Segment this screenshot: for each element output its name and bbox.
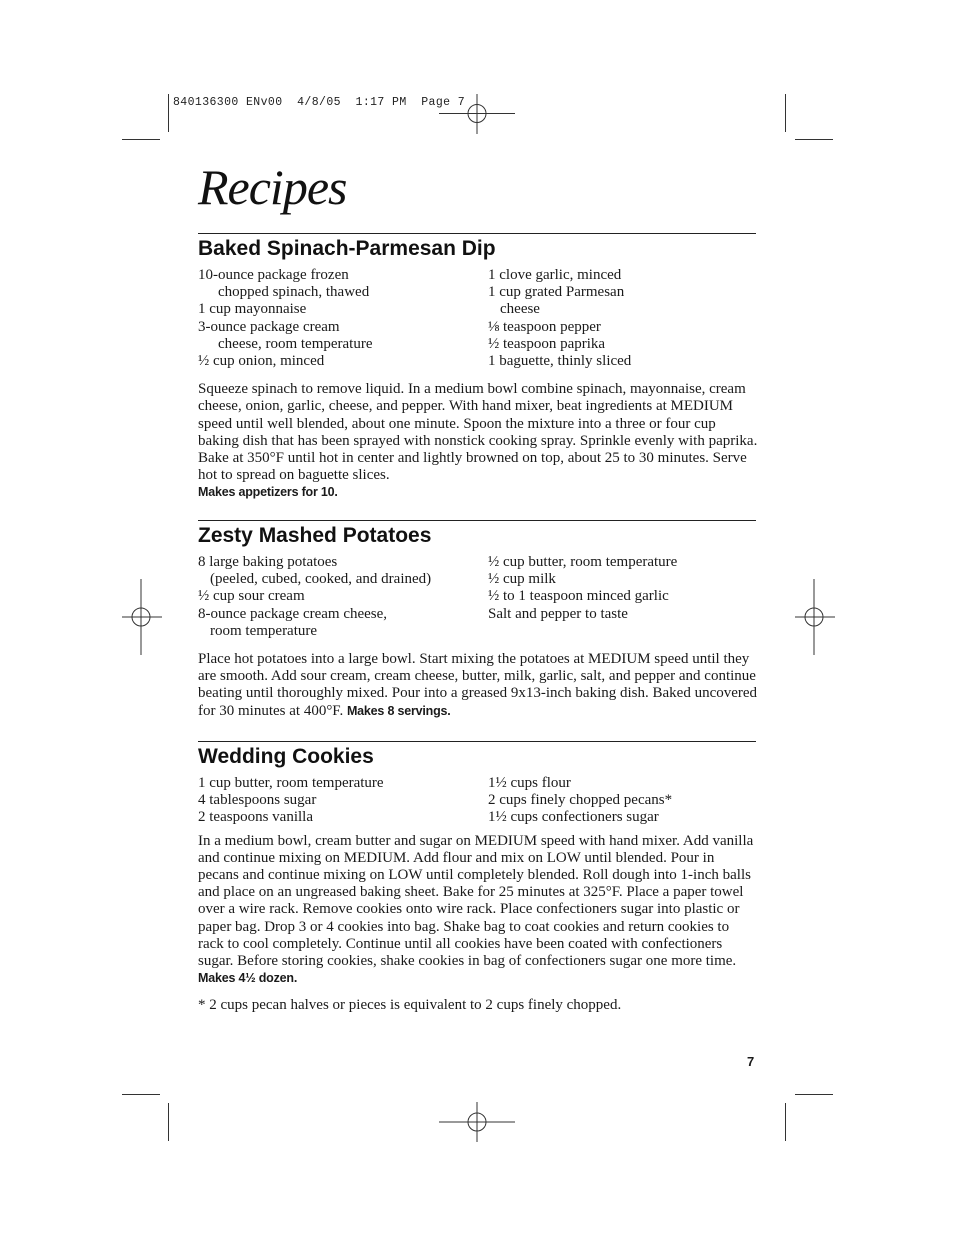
section-divider <box>198 520 756 521</box>
recipe-title: Wedding Cookies <box>198 745 374 768</box>
recipe-title: Zesty Mashed Potatoes <box>198 524 432 547</box>
ingredient: room temperature <box>210 622 318 639</box>
ingredient: 1 cup butter, room temperature <box>198 775 384 791</box>
recipe-title: Baked Spinach-Parmesan Dip <box>198 237 496 260</box>
ingredient: cheese <box>500 301 540 318</box>
ingredient: ½ cup sour cream <box>198 588 305 605</box>
recipe-directions: In a medium bowl, cream butter and sugar on MEDIUM speed with hand mixer. Add vanilla and continue mixing on MEDIUM. Add flour and mix on LOW until blended. Pour in pecans and continue mixing on LOW until completely blended. Roll dough into 1-inch balls and place on an ungreased baking sheet. Bake for 25 minutes at 325°F. Place a paper towel over a wire rack. Remove cookies onto wire rack. Place confectioners sugar into plastic or paper bag. Drop 3 or 4 cookies into bag. Shake bag to coat cookies and return cookies to rack to cool completely. Continue until all cookies have been coated with confectioners sugar. Before storing cookies, shake cookies in bag of confectioners sugar one more time. <box>198 832 754 970</box>
recipe-directions: Squeeze spinach to remove liquid. In a medium bowl combine spinach, mayonnaise, cream cheese, onion, garlic, cheese, and pepper. With hand mixer, beat ingredients at MEDIUM speed until well blended, about one minute. Spoon the mixture into a three or four cup baking dish that has been sprayed with nonstick cooking spray. Sprinkle evenly with paprika. Bake at 350°F until hot in center and lightly browned on top, about 25 to 30 minutes. Serve hot to spread on baguette slices. <box>198 381 758 484</box>
ingredient: 10-ounce package frozen <box>198 267 349 283</box>
recipe-yield: Makes 8 servings. <box>346 703 451 718</box>
ingredient: 1 baguette, thinly sliced <box>488 353 632 370</box>
page-title: Recipes <box>198 159 347 215</box>
ingredient: ⅛ teaspoon pepper <box>488 318 601 335</box>
ingredient: (peeled, cubed, cooked, and drained) <box>210 571 432 588</box>
ingredient: 1½ cups flour <box>488 775 571 791</box>
footnote: * 2 cups pecan halves or pieces is equivalent to 2 cups finely chopped. <box>198 997 622 1014</box>
ingredient-list <box>198 267 756 370</box>
section-divider <box>198 233 756 234</box>
print-slug: 840136300 ENv00 4/8/05 1:17 PM Page 7 <box>173 96 466 109</box>
registration-mark-left <box>122 579 162 655</box>
ingredient: 4 tablespoons sugar <box>198 792 317 809</box>
ingredient: 1 cup grated Parmesan <box>488 284 625 301</box>
ingredient-list <box>198 554 756 640</box>
ingredient: Salt and pepper to taste <box>488 605 628 622</box>
section-divider <box>198 741 756 742</box>
recipe-wedding-cookies <box>198 741 756 1014</box>
recipe-yield: Makes appetizers for 10. <box>198 485 338 500</box>
ingredient: 3-ounce package cream <box>198 318 340 335</box>
ingredient: ½ to 1 teaspoon minced garlic <box>488 588 669 605</box>
ingredient: 8 large baking potatoes <box>198 554 338 570</box>
ingredient: ½ cup butter, room temperature <box>488 554 678 570</box>
ingredient-list <box>198 775 756 827</box>
ingredient: 1 clove garlic, minced <box>488 267 622 283</box>
ingredient: ½ teaspoon paprika <box>488 335 606 352</box>
ingredient: 2 teaspoons vanilla <box>198 809 313 826</box>
ingredient: 1½ cups confectioners sugar <box>488 809 659 826</box>
ingredient: cheese, room temperature <box>218 335 373 352</box>
page-number: 7 <box>747 1054 755 1069</box>
ingredient: chopped spinach, thawed <box>218 284 370 301</box>
ingredient: 2 cups finely chopped pecans* <box>488 792 673 809</box>
registration-mark-top <box>439 94 515 134</box>
ingredient: ½ cup milk <box>488 571 556 588</box>
registration-mark-bottom <box>439 1102 515 1142</box>
recipe-mashed-potatoes <box>198 520 756 720</box>
recipe-directions <box>198 651 758 720</box>
ingredient: ½ cup onion, minced <box>198 353 325 370</box>
recipe-yield: Makes 4½ dozen. <box>198 971 298 986</box>
ingredient: 8-ounce package cream cheese, <box>198 605 388 622</box>
directions-text: Place hot potatoes into a large bowl. Start mixing the potatoes at MEDIUM speed until they are smooth. Add sour cream, cream cheese, butter, milk, garlic, salt, and pepper and continue beating until thoroughly mixed. Pour into a greased 9x13-inch baking dish. Baked uncovered for 30 minutes at 400°F. <box>198 651 758 719</box>
registration-mark-right <box>795 579 835 655</box>
ingredient: 1 cup mayonnaise <box>198 301 307 318</box>
recipe-spinach-dip <box>198 233 756 501</box>
